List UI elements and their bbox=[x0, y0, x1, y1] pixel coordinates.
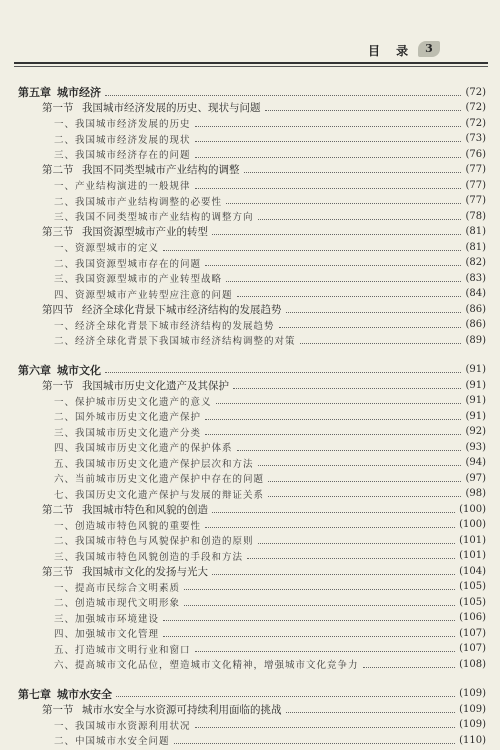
toc-entry-text: 二、我国城市产业结构调整的必要性 bbox=[54, 196, 223, 208]
toc-page-number: (100) bbox=[459, 519, 486, 530]
toc-item-row bbox=[0, 408, 500, 424]
toc-entry-label: 第三节 bbox=[42, 226, 74, 238]
dot-leader bbox=[258, 543, 456, 544]
toc-entry-title bbox=[42, 378, 229, 393]
toc-section-row bbox=[0, 563, 500, 579]
toc-page-number: (97) bbox=[465, 472, 486, 484]
toc-entry-text: 城市水安全 bbox=[57, 687, 112, 701]
dot-leader bbox=[105, 95, 461, 96]
toc-entry-label: 第七章 bbox=[18, 687, 51, 701]
toc-item-row bbox=[0, 594, 500, 610]
toc-item-row bbox=[0, 532, 500, 548]
dot-leader bbox=[363, 667, 456, 668]
toc-entry-title bbox=[54, 733, 170, 747]
toc-entry-title bbox=[42, 224, 208, 239]
toc-section-row bbox=[0, 224, 500, 240]
toc-section-row bbox=[0, 162, 500, 178]
toc-page-number: (110) bbox=[459, 734, 486, 746]
toc-page-number: (100) bbox=[459, 503, 486, 515]
toc-page-number: (105) bbox=[459, 581, 486, 592]
toc-page-number: (83) bbox=[465, 272, 486, 284]
toc-entry-title bbox=[42, 502, 208, 517]
toc-item-row bbox=[0, 208, 500, 224]
toc-page-number: (73) bbox=[465, 133, 486, 144]
toc-entry-text: 二、我国资源型城市存在的问题 bbox=[54, 258, 202, 270]
toc-item-row bbox=[0, 455, 500, 471]
toc-entry-title bbox=[54, 440, 233, 454]
toc-entry-label: 第五章 bbox=[18, 86, 51, 99]
toc-entry-label: 第二节 bbox=[42, 164, 74, 176]
toc-entry-text: 二、创造城市现代文明形象 bbox=[54, 598, 181, 609]
toc-entry-text: 三、我国城市经济存在的问题 bbox=[54, 150, 191, 161]
toc-entry-title bbox=[54, 626, 159, 640]
toc-page-number: (109) bbox=[459, 688, 486, 699]
toc-section-row bbox=[0, 301, 500, 317]
dot-leader bbox=[268, 496, 461, 497]
toc-entry-title bbox=[54, 147, 191, 161]
toc-entry-label: 第一节 bbox=[42, 102, 74, 114]
dot-leader bbox=[116, 696, 455, 697]
dot-leader bbox=[244, 172, 462, 173]
dot-leader bbox=[258, 465, 462, 466]
page-header bbox=[0, 40, 500, 62]
toc-entry-text: 四、加强城市文化管理 bbox=[54, 629, 160, 640]
toc-entry-title bbox=[42, 564, 208, 579]
toc-entry-title bbox=[54, 256, 201, 270]
toc-item-row bbox=[0, 239, 500, 255]
toc-entry-text: 三、我国城市历史文化遗产分类 bbox=[54, 427, 202, 439]
toc-entry-title bbox=[54, 116, 191, 130]
toc-entry-title bbox=[54, 425, 201, 439]
toc-page-number: (108) bbox=[459, 658, 486, 670]
toc-entry-label: 第六章 bbox=[18, 363, 51, 377]
toc-entry-title bbox=[54, 287, 233, 301]
toc-entry-title bbox=[42, 302, 282, 317]
toc-entry-text: 一、我国城市水资源利用状况 bbox=[54, 720, 191, 732]
toc-entry-title bbox=[54, 471, 264, 485]
toc-item-row bbox=[0, 332, 500, 348]
toc-page-number: (72) bbox=[465, 117, 486, 129]
toc-entry-title bbox=[54, 394, 212, 408]
toc-chapter-row bbox=[0, 362, 500, 378]
toc-entry-title bbox=[54, 194, 222, 208]
toc-page-number: (105) bbox=[459, 596, 486, 608]
toc-entry-title bbox=[42, 162, 240, 177]
toc-entry-text: 我国资源型城市产业的转型 bbox=[82, 226, 208, 238]
toc-entry-text: 我国城市经济发展的历史、现状与问题 bbox=[82, 102, 261, 114]
toc-item-row bbox=[0, 131, 500, 147]
dot-leader bbox=[216, 403, 462, 404]
toc-page-number: (77) bbox=[465, 179, 486, 191]
dot-leader bbox=[268, 481, 461, 482]
toc-entry-text: 一、我国城市经济发展的历史 bbox=[54, 119, 191, 130]
dot-leader bbox=[163, 250, 461, 251]
header-rule-thin bbox=[14, 66, 488, 67]
toc-chapter-row bbox=[0, 84, 500, 100]
toc-entry-title bbox=[54, 409, 201, 423]
dot-leader bbox=[195, 188, 462, 189]
dot-leader bbox=[247, 558, 455, 559]
dot-leader bbox=[163, 636, 455, 637]
toc-entry-title bbox=[18, 84, 101, 100]
toc-page-number: (91) bbox=[465, 379, 486, 391]
toc-entry-text: 二、国外城市历史文化遗产保护 bbox=[54, 412, 202, 423]
toc-page-number: (93) bbox=[465, 441, 486, 453]
dot-leader bbox=[212, 574, 455, 575]
dot-leader bbox=[184, 589, 455, 590]
toc-entry-text: 一、资源型城市的定义 bbox=[54, 243, 160, 254]
dot-leader bbox=[226, 281, 461, 282]
toc-item-row bbox=[0, 286, 500, 302]
toc-entry-text: 二、我国城市经济发展的现状 bbox=[54, 134, 191, 146]
dot-leader bbox=[212, 234, 461, 235]
toc-entry-title bbox=[54, 487, 264, 501]
toc-entry-text: 城市文化 bbox=[57, 363, 101, 377]
toc-entry-title bbox=[54, 580, 180, 594]
toc-entry-text: 一、提高市民综合文明素质 bbox=[54, 582, 181, 594]
toc-item-row bbox=[0, 115, 500, 131]
toc-item-row bbox=[0, 517, 500, 533]
dot-leader bbox=[286, 712, 456, 713]
header-page-number: 3 bbox=[418, 41, 440, 57]
toc-page-number: (86) bbox=[465, 303, 486, 315]
toc-page-number: (91) bbox=[465, 364, 486, 375]
toc-entry-title bbox=[54, 178, 191, 192]
toc-entry-title bbox=[18, 686, 112, 702]
toc-item-row bbox=[0, 193, 500, 209]
dot-leader bbox=[174, 743, 456, 744]
toc-item-row bbox=[0, 177, 500, 193]
dot-leader bbox=[286, 312, 462, 313]
toc-entry-label: 第四节 bbox=[42, 303, 74, 316]
toc-entry-text: 四、资源型城市产业转型应注意的问题 bbox=[54, 289, 233, 301]
toc-page-number: (94) bbox=[465, 457, 486, 468]
dot-leader bbox=[195, 157, 462, 158]
toc-page-number: (86) bbox=[465, 319, 486, 330]
toc-entry-title bbox=[54, 533, 254, 547]
dot-leader bbox=[163, 620, 455, 621]
toc-entry-text: 我国城市历史文化遗产及其保护 bbox=[82, 379, 229, 392]
toc-page-number: (76) bbox=[465, 148, 486, 160]
dot-leader bbox=[195, 727, 456, 728]
toc-page-number: (104) bbox=[459, 565, 486, 577]
toc-item-row bbox=[0, 548, 500, 564]
toc-item-row bbox=[0, 486, 500, 502]
toc-page-number: (107) bbox=[459, 627, 486, 639]
toc-entry-title bbox=[54, 333, 296, 347]
toc-entry-text: 七、我国历史文化遗产保护与发展的辩证关系 bbox=[54, 489, 265, 501]
toc-entry-text: 六、提高城市文化品位，塑造城市文化精神，增强城市文化竞争力 bbox=[54, 660, 359, 671]
toc-page-number: (72) bbox=[465, 86, 486, 98]
toc-item-row bbox=[0, 146, 500, 162]
toc-item-row bbox=[0, 393, 500, 409]
dot-leader bbox=[105, 372, 461, 373]
toc-page-number: (72) bbox=[465, 102, 486, 113]
toc-entry-text: 五、我国城市历史文化遗产保护层次和方法 bbox=[54, 458, 254, 470]
toc-page-number: (91) bbox=[465, 395, 486, 406]
dot-leader bbox=[205, 434, 461, 435]
toc-entry-title bbox=[42, 702, 282, 717]
toc-page-number: (109) bbox=[459, 703, 486, 715]
toc-item-row bbox=[0, 270, 500, 286]
dot-leader bbox=[184, 605, 455, 606]
toc-entry-text: 一、创造城市特色风貌的重要性 bbox=[54, 520, 202, 532]
toc-entry-text: 二、经济全球化背景下我国城市经济结构调整的对策 bbox=[54, 336, 296, 347]
dot-leader bbox=[205, 527, 455, 528]
toc-section-row bbox=[0, 100, 500, 116]
dot-leader bbox=[265, 110, 462, 111]
dot-leader bbox=[237, 296, 462, 297]
toc-page-number: (77) bbox=[465, 164, 486, 175]
dot-leader bbox=[226, 203, 461, 204]
toc-page-number: (101) bbox=[459, 534, 486, 546]
toc-page-number: (78) bbox=[465, 210, 486, 222]
toc-section-row bbox=[0, 501, 500, 517]
toc-entry-label: 第二节 bbox=[42, 503, 74, 516]
toc-entry-title bbox=[54, 642, 191, 656]
toc-entry-title bbox=[54, 271, 222, 285]
toc-item-row bbox=[0, 439, 500, 455]
toc-entry-text: 城市经济 bbox=[57, 86, 101, 99]
dot-leader bbox=[195, 126, 462, 127]
dot-leader bbox=[195, 651, 456, 652]
toc-item-row bbox=[0, 641, 500, 657]
toc-entry-text: 三、我国资源型城市的产业转型战略 bbox=[54, 274, 223, 285]
toc-entry-title bbox=[42, 100, 261, 115]
toc-item-row bbox=[0, 732, 500, 748]
toc-item-row bbox=[0, 255, 500, 271]
toc-entry-title bbox=[18, 362, 101, 378]
toc-item-row bbox=[0, 625, 500, 641]
toc-page-number: (98) bbox=[465, 488, 486, 499]
toc-entry-label: 第一节 bbox=[42, 379, 74, 392]
toc-entry-text: 二、我国城市特色与风貌保护和创造的原则 bbox=[54, 536, 254, 547]
toc-page-number: (91) bbox=[465, 410, 486, 422]
toc-entry-text: 我国城市特色和风貌的创造 bbox=[82, 503, 208, 516]
toc-item-row bbox=[0, 717, 500, 733]
toc-chapter-row bbox=[0, 686, 500, 702]
dot-leader bbox=[237, 450, 462, 451]
toc-entry-title bbox=[54, 518, 201, 532]
toc-page-number: (81) bbox=[465, 226, 486, 237]
toc-entry-title bbox=[54, 209, 254, 223]
toc-entry-text: 一、保护城市历史文化遗产的意义 bbox=[54, 396, 212, 408]
toc-page-number: (84) bbox=[465, 288, 486, 299]
header-rule-thick bbox=[14, 62, 488, 64]
dot-leader bbox=[212, 512, 455, 513]
toc-entry-text: 五、打造城市文明行业和窗口 bbox=[54, 644, 191, 656]
toc-page-number: (101) bbox=[459, 550, 486, 561]
dot-leader bbox=[279, 327, 462, 328]
toc-item-row bbox=[0, 317, 500, 333]
toc-entry-title bbox=[54, 718, 191, 732]
toc-page-number: (106) bbox=[459, 612, 486, 623]
toc-entry-label: 第三节 bbox=[42, 565, 74, 578]
toc-entry-text: 我国不同类型城市产业结构的调整 bbox=[82, 164, 240, 176]
toc-entry-title bbox=[54, 595, 180, 609]
toc-section-row bbox=[0, 701, 500, 717]
dot-leader bbox=[205, 265, 461, 266]
toc-item-row bbox=[0, 424, 500, 440]
toc-page-number: (77) bbox=[465, 195, 486, 206]
toc-entry-title bbox=[54, 240, 159, 254]
toc-entry-title bbox=[54, 611, 159, 625]
toc-page-number: (89) bbox=[465, 334, 486, 346]
header-title: 目 录 bbox=[368, 44, 415, 58]
toc-page-number: (92) bbox=[465, 426, 486, 437]
dot-leader bbox=[205, 419, 461, 420]
toc-entry-text: 三、我国不同类型城市产业结构的调整方向 bbox=[54, 212, 254, 223]
toc-item-row bbox=[0, 470, 500, 486]
toc-entry-text: 二、中国城市水安全问题 bbox=[54, 736, 170, 747]
toc-entry-text: 一、经济全球化背景下城市经济结构的发展趋势 bbox=[54, 320, 275, 332]
dot-leader bbox=[258, 219, 462, 220]
dot-leader bbox=[195, 141, 462, 142]
toc-entry-title bbox=[54, 318, 275, 332]
toc-entry-text: 经济全球化背景下城市经济结构的发展趋势 bbox=[82, 303, 282, 316]
toc-entry-text: 四、我国城市历史文化遗产的保护体系 bbox=[54, 443, 233, 454]
toc-entry-text: 三、我国城市特色风貌创造的手段和方法 bbox=[54, 551, 244, 563]
toc-item-row bbox=[0, 579, 500, 595]
toc-entry-text: 六、当前城市历史文化遗产保护中存在的问题 bbox=[54, 474, 265, 485]
toc-entry-text: 一、产业结构演进的一般规律 bbox=[54, 181, 191, 192]
toc-entry-label: 第一节 bbox=[42, 703, 74, 716]
dot-leader bbox=[233, 388, 461, 389]
toc-page-number: (109) bbox=[459, 719, 486, 730]
toc-section-row bbox=[0, 377, 500, 393]
toc-page-number: (82) bbox=[465, 257, 486, 268]
toc-entry-title bbox=[54, 456, 254, 470]
toc-page-number: (107) bbox=[459, 643, 486, 654]
toc-entry-title bbox=[54, 549, 243, 563]
toc-entry-title bbox=[54, 132, 191, 146]
toc-page-number: (81) bbox=[465, 241, 486, 253]
dot-leader bbox=[300, 343, 462, 344]
toc-entry-title bbox=[54, 657, 359, 671]
toc-item-row bbox=[0, 610, 500, 626]
toc-entry-text: 城市水安全与水资源可持续利用面临的挑战 bbox=[82, 703, 282, 716]
toc-entry-text: 三、加强城市环境建设 bbox=[54, 613, 160, 625]
toc-entry-text: 我国城市文化的发扬与光大 bbox=[82, 565, 208, 578]
toc-item-row bbox=[0, 656, 500, 672]
